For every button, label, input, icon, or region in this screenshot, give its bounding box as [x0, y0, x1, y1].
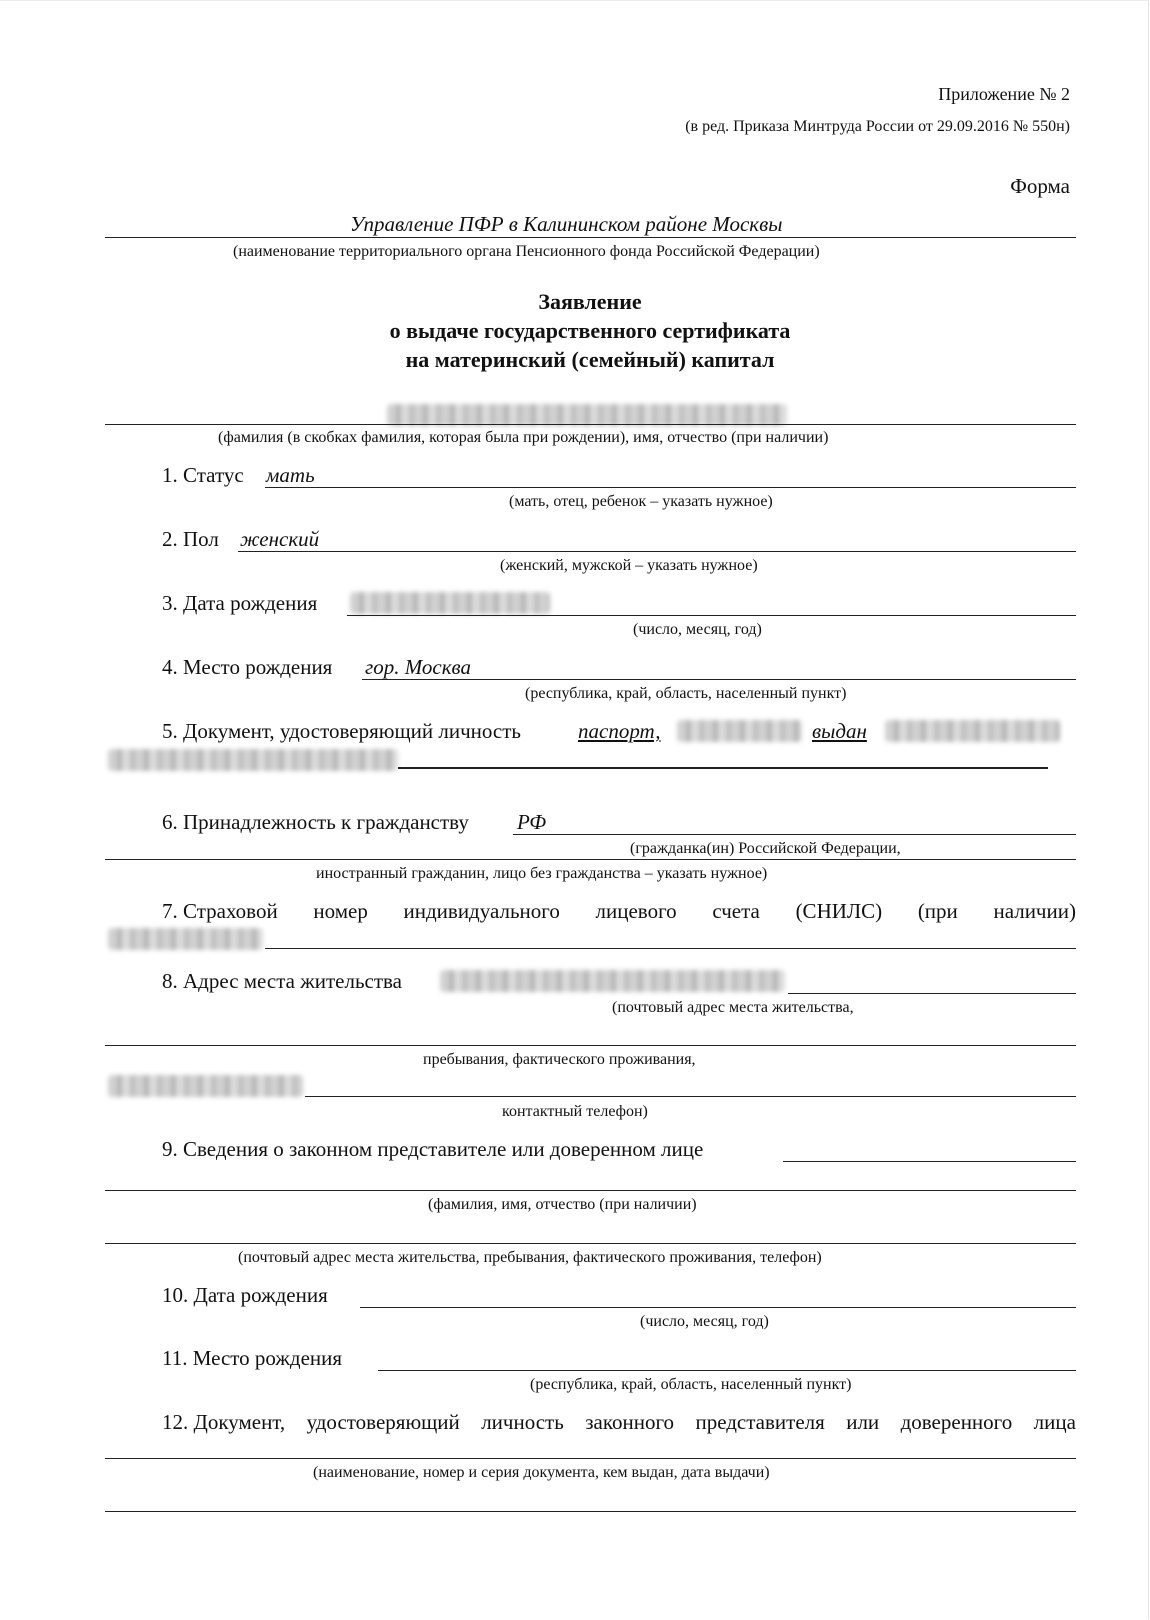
- citizenship-value[interactable]: РФ: [517, 810, 547, 834]
- birth-date-caption: (число, месяц, год): [633, 621, 762, 638]
- authority-caption: (наименование территориального органа Пенсионного фонда Российской Федерации): [233, 243, 820, 260]
- address-line-2: [105, 1045, 1076, 1046]
- id-document-date-redacted: [108, 749, 398, 771]
- rep-birth-place-label: 11. Место рождения: [162, 1346, 343, 1370]
- rep-birth-date-caption: (число, месяц, год): [640, 1313, 769, 1330]
- status-caption: (мать, отец, ребенок – указать нужное): [509, 493, 773, 510]
- rep-document-line: [105, 1458, 1076, 1459]
- rep-document-caption: (наименование, номер и серия документа, кем выдан, дата выдачи): [313, 1464, 770, 1481]
- rep-document-word: законного: [585, 1410, 675, 1434]
- status-label: 1. Статус: [162, 463, 244, 487]
- applicant-name-redacted: [387, 404, 787, 426]
- snils-word: (при: [917, 899, 958, 923]
- id-document-issued: выдан: [812, 719, 867, 743]
- representative-address-line: [105, 1243, 1076, 1244]
- birth-date-line: [347, 615, 1076, 616]
- sex-caption: (женский, мужской – указать нужное): [500, 557, 758, 574]
- document-subtitle-2: на материнский (семейный) капитал: [405, 347, 775, 372]
- snils-word: индивидуального: [403, 899, 560, 923]
- birth-place-line: [362, 679, 1076, 680]
- form-label: Форма: [1010, 174, 1070, 198]
- rep-document-word: доверенного: [900, 1410, 1013, 1434]
- snils-word: счета: [712, 899, 760, 923]
- id-document-label: 5. Документ, удостоверяющий личность: [162, 719, 521, 743]
- representative-caption-1: (фамилия, имя, отчество (при наличии): [428, 1196, 697, 1213]
- rep-document-word: или: [846, 1410, 880, 1434]
- birth-place-value[interactable]: гор. Москва: [365, 655, 472, 679]
- id-document-type[interactable]: паспорт,: [578, 719, 661, 743]
- citizenship-label: 6. Принадлежность к гражданству: [162, 810, 469, 834]
- rep-document-line-2: [105, 1511, 1076, 1512]
- id-document-line: [398, 767, 1048, 769]
- rep-birth-place-line: [378, 1370, 1076, 1371]
- citizenship-line: [513, 834, 1076, 835]
- snils-word: (СНИЛС): [795, 899, 883, 923]
- address-redacted: [440, 970, 785, 992]
- authority-value: Управление ПФР в Калининском районе Москвы: [350, 212, 783, 236]
- representative-line: [783, 1161, 1076, 1162]
- rep-document-word: лица: [1033, 1410, 1076, 1434]
- rep-document-word: 12. Документ,: [162, 1410, 286, 1434]
- phone-redacted: [108, 1075, 303, 1097]
- representative-name-line: [105, 1190, 1076, 1191]
- snils-word: наличии): [993, 899, 1076, 923]
- birth-place-caption: (республика, край, область, населенный пункт): [525, 685, 847, 702]
- rep-document-label: [162, 1410, 1076, 1435]
- birth-place-label: 4. Место рождения: [162, 655, 333, 679]
- representative-label: 9. Сведения о законном представителе или доверенном лице: [162, 1137, 704, 1161]
- citizenship-line-2: [105, 859, 1076, 860]
- id-document-issuer-redacted: [885, 720, 1060, 742]
- authority-line: [105, 237, 1076, 238]
- birth-date-label: 3. Дата рождения: [162, 591, 318, 615]
- representative-caption-2: (почтовый адрес места жительства, пребывания, фактического проживания, телефон): [238, 1249, 822, 1266]
- address-line: [788, 993, 1076, 994]
- snils-redacted: [108, 928, 263, 950]
- address-caption-3: контактный телефон): [502, 1103, 648, 1120]
- document-title: Заявление: [538, 289, 642, 314]
- id-document-number-redacted: [677, 720, 802, 742]
- birth-date-redacted: [350, 592, 550, 614]
- snils-word: лицевого: [595, 899, 677, 923]
- snils-word: 7. Страховой: [162, 899, 278, 923]
- rep-birth-place-caption: (республика, край, область, населенный пункт): [530, 1376, 852, 1393]
- sex-line: [238, 551, 1076, 552]
- edition-note: (в ред. Приказа Минтруда России от 29.09.2016 № 550н): [685, 118, 1070, 135]
- address-caption-2: пребывания, фактического проживания,: [423, 1051, 696, 1068]
- address-label: 8. Адрес места жительства: [162, 969, 402, 993]
- sex-value[interactable]: женский: [240, 527, 320, 551]
- address-caption-1: (почтовый адрес места жительства,: [612, 999, 854, 1016]
- sex-label: 2. Пол: [162, 527, 219, 551]
- rep-document-word: личность: [481, 1410, 564, 1434]
- status-line: [265, 487, 1076, 488]
- rep-document-word: представителя: [695, 1410, 825, 1434]
- rep-birth-date-line: [360, 1307, 1076, 1308]
- applicant-name-line: [105, 424, 1076, 425]
- snils-line: [265, 948, 1076, 949]
- citizenship-caption-2: иностранный гражданин, лицо без гражданства – указать нужное): [316, 865, 768, 882]
- appendix-label: Приложение № 2: [938, 84, 1070, 104]
- status-value[interactable]: мать: [266, 463, 315, 487]
- applicant-caption: (фамилия (в скобках фамилия, которая была при рождении), имя, отчество (при наличии): [218, 429, 829, 446]
- citizenship-caption-1: (гражданка(ин) Российской Федерации,: [630, 840, 901, 857]
- snils-word: номер: [313, 899, 368, 923]
- snils-label: [162, 899, 1076, 924]
- rep-birth-date-label: 10. Дата рождения: [162, 1283, 328, 1307]
- rep-document-word: удостоверяющий: [306, 1410, 460, 1434]
- phone-line: [305, 1096, 1076, 1097]
- document-subtitle-1: о выдаче государственного сертификата: [389, 318, 791, 343]
